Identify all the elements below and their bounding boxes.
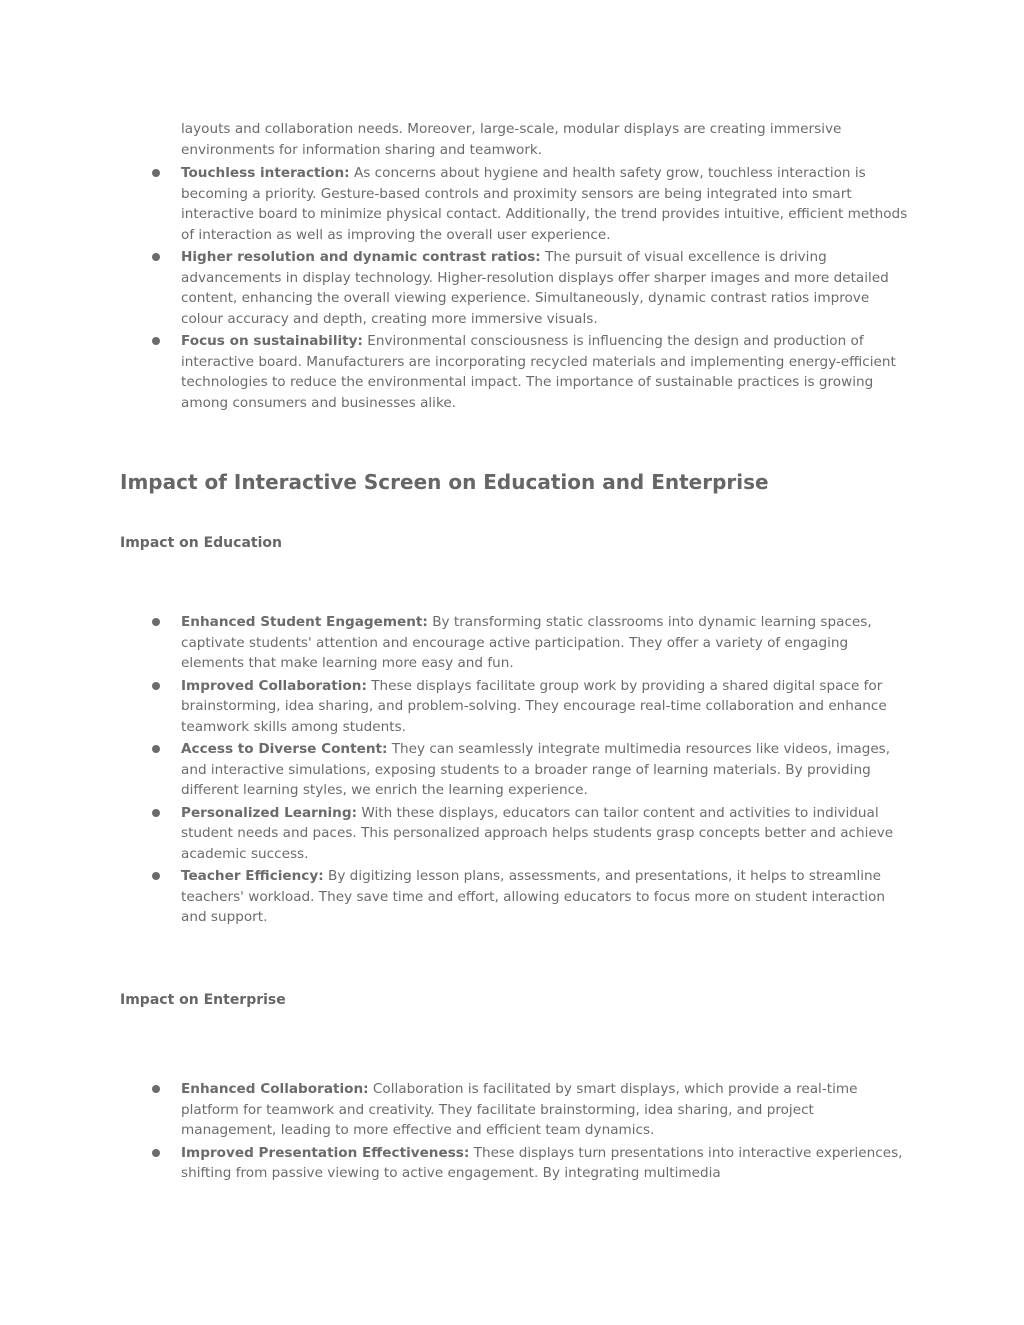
enterprise-list (150, 1079, 910, 1186)
bullet-icon (152, 253, 160, 261)
item-text: These displays turn presentations into interactive experiences, shifting from passive viewing to active engagement. By integrating multimedia (181, 1144, 903, 1181)
item-text: By transforming static classrooms into dynamic learning spaces, captivate students' attention and encourage active participation. They offer a variety of engaging elements that make learning more easy and fun. (181, 614, 872, 671)
bullet-icon (152, 337, 160, 345)
list-item (150, 612, 910, 674)
continuation-paragraph: layouts and collaboration needs. Moreover, large-scale, modular displays are creating immersive environments for information sharing and teamwork. (181, 121, 842, 158)
item-term: Improved Collaboration: (181, 677, 367, 694)
item-text: As concerns about hygiene and health safety grow, touchless interaction is becoming a priority. Gesture-based controls and proximity sensors are being integrated into smart interactive board to minimize physical contact. Additionally, the trend provides intuitive, efficient methods of interaction as well as improving the overall user experience. (181, 165, 908, 243)
trends-list (150, 163, 910, 415)
item-term: Touchless interaction: (181, 165, 350, 181)
bullet-icon (152, 745, 160, 753)
list-item (150, 1143, 910, 1184)
bullet-icon (152, 682, 160, 690)
item-text: Collaboration is facilitated by smart displays, which provide a real-time platform for teamwork and creativity. They facilitate brainstorming, idea sharing, and project management, leading to more effective and efficient team dynamics. (181, 1081, 858, 1138)
list-item (150, 739, 910, 801)
item-term: Enhanced Collaboration: (181, 1081, 369, 1097)
bullet-icon (152, 618, 160, 626)
list-item (150, 676, 910, 738)
list-item (150, 247, 910, 329)
list-item (150, 866, 910, 928)
list-item (150, 1079, 910, 1141)
item-term: Improved Presentation Effectiveness: (181, 1144, 470, 1161)
education-list (150, 612, 910, 930)
bullet-icon (152, 809, 160, 817)
education-heading: Impact on Education (120, 535, 282, 551)
item-text: They can seamlessly integrate multimedia resources like videos, images, and interactive simulations, exposing students to a broader range of learning materials. By providing different learning styles, we enrich the learning experience. (181, 741, 891, 798)
item-term: Higher resolution and dynamic contrast ratios: (181, 249, 541, 265)
bullet-icon (152, 1085, 160, 1093)
enterprise-heading: Impact on Enterprise (120, 992, 286, 1008)
bullet-icon (152, 1149, 160, 1157)
item-text: With these displays, educators can tailor content and activities to individual student needs and paces. This personalized approach helps students grasp concepts better and achieve academic success. (181, 804, 894, 862)
item-term: Enhanced Student Engagement: (181, 614, 428, 630)
item-term: Personalized Learning: (181, 804, 358, 821)
bullet-icon (152, 169, 160, 177)
item-text: The pursuit of visual excellence is driving advancements in display technology. Higher-resolution displays offer sharper images and more detailed content, enhancing the overall viewing experience. Simultaneously, dynamic contrast ratios improve colour accuracy and depth, creating more immersive visuals. (181, 249, 889, 327)
item-term: Access to Diverse Content: (181, 741, 388, 757)
item-text: Environmental consciousness is influencing the design and production of interactive board. Manufacturers are incorporating recycled materials and implementing energy-efficient technologies to reduce the environmental impact. The importance of sustainable practices is growing among consumers and businesses alike. (181, 333, 896, 411)
bullet-icon (152, 872, 160, 880)
item-term: Teacher Efficiency: (181, 868, 324, 884)
item-text: By digitizing lesson plans, assessments, and presentations, it helps to streamline teachers' workload. They save time and effort, allowing educators to focus more on student interaction and support. (181, 868, 885, 925)
item-term: Focus on sustainability: (181, 333, 363, 349)
list-item (150, 803, 910, 865)
list-item (150, 163, 910, 245)
list-item (150, 331, 910, 413)
section-title: Impact of Interactive Screen on Education and Enterprise (120, 470, 769, 494)
item-text: These displays facilitate group work by providing a shared digital space for brainstorming, idea sharing, and problem-solving. They encourage real-time collaboration and enhance teamwork skills among students. (181, 677, 887, 735)
